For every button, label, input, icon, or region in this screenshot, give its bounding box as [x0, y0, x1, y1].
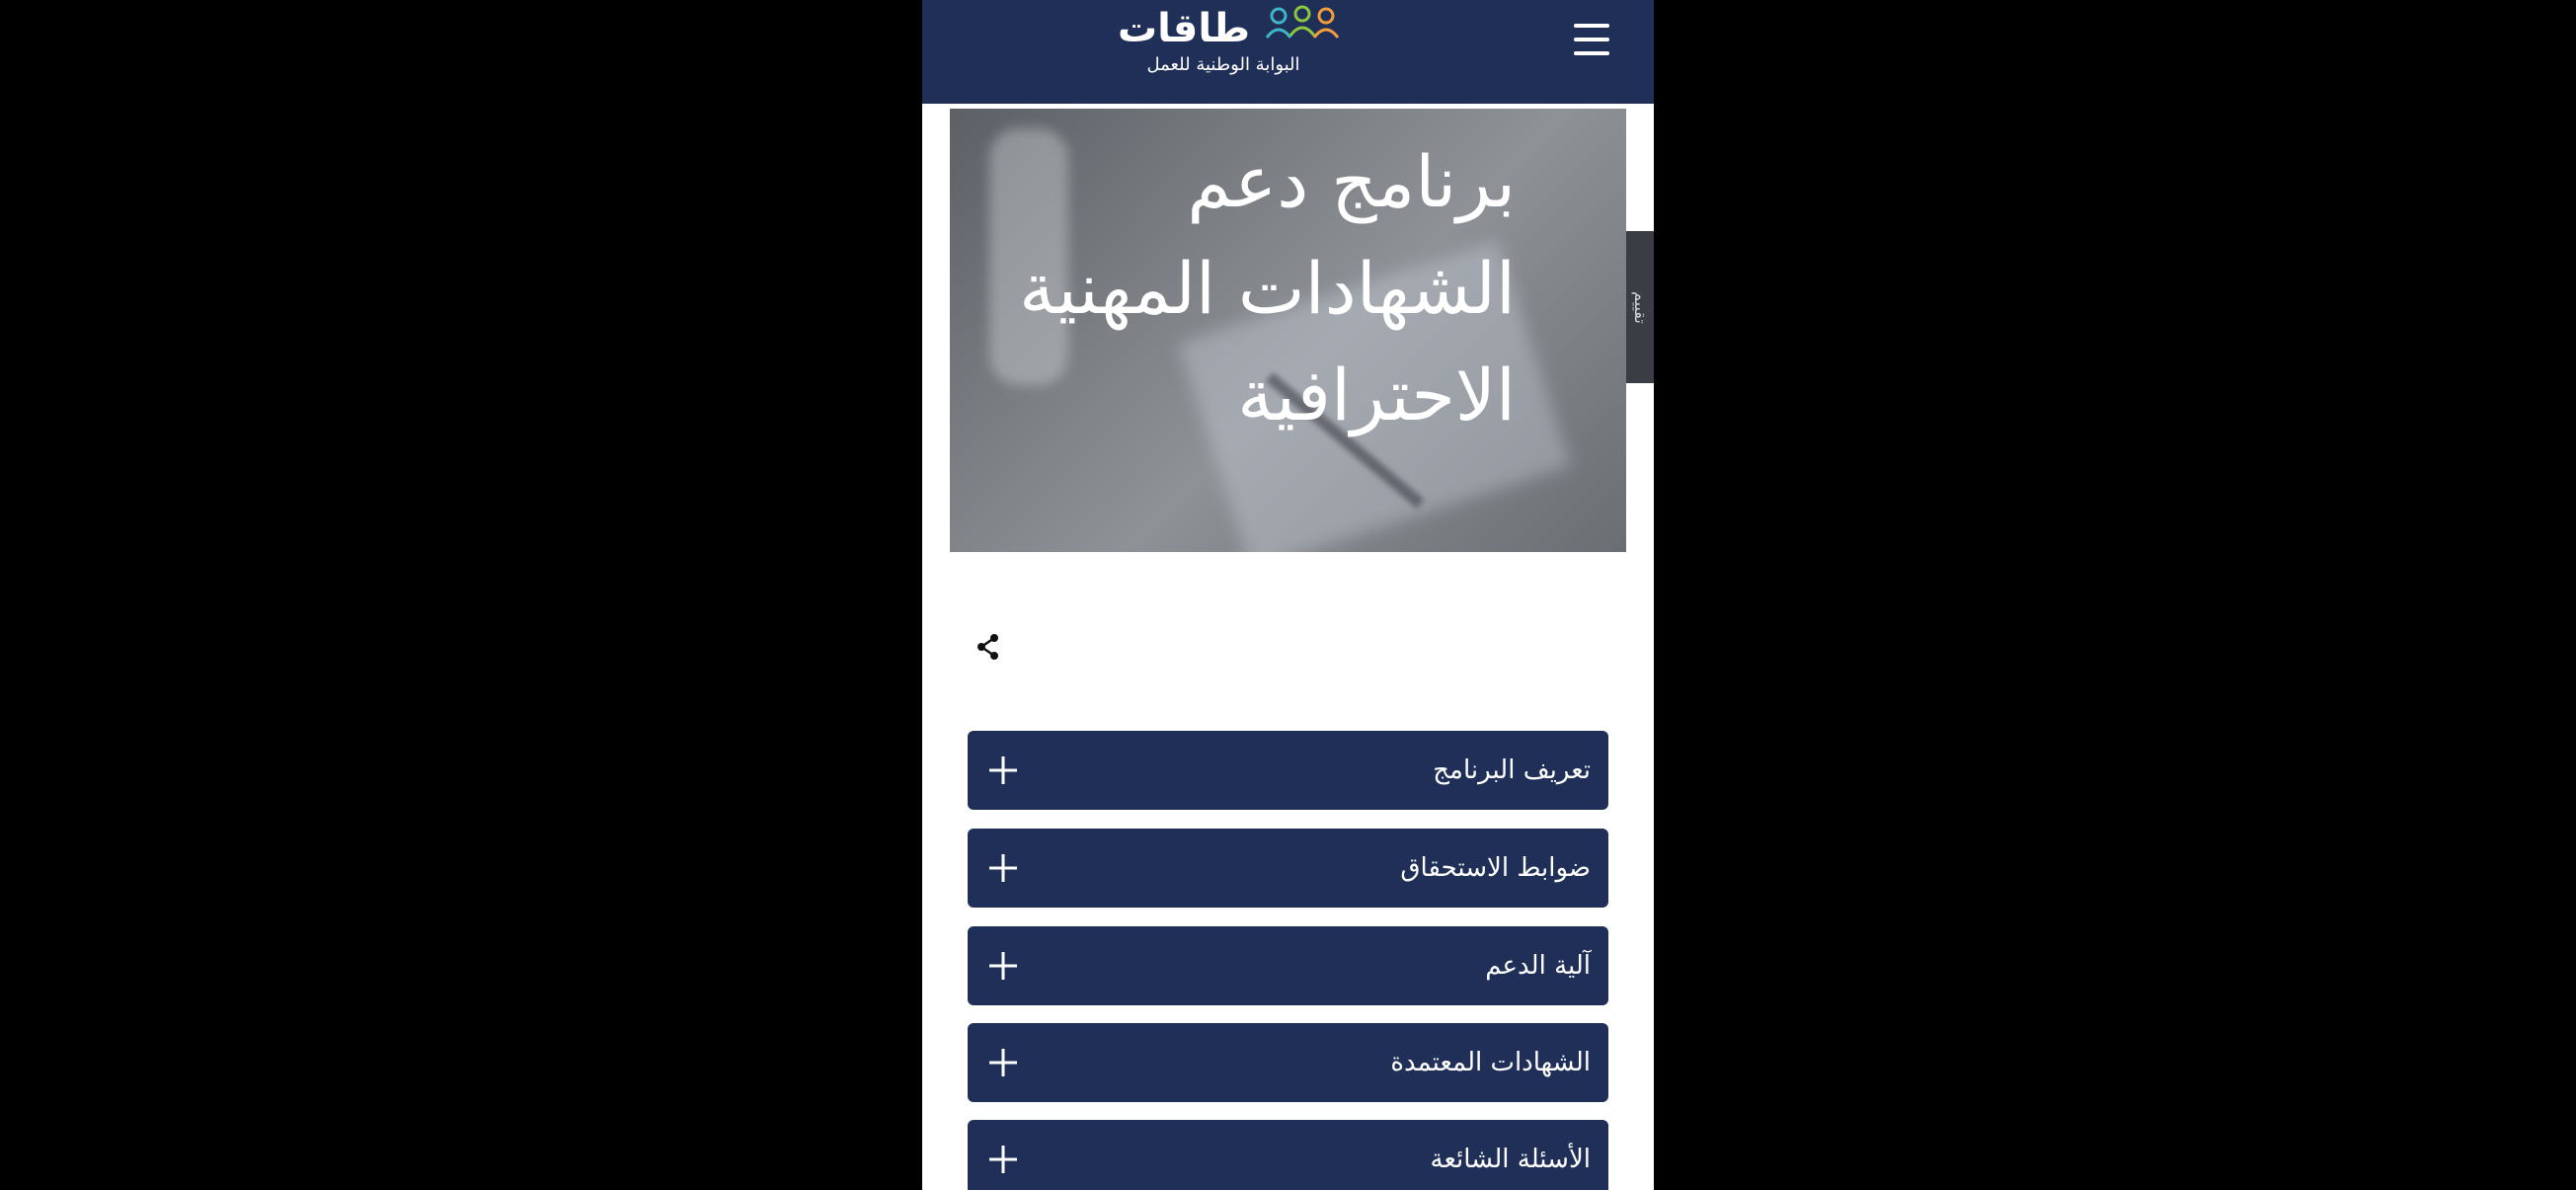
logo-subtitle: البوابة الوطنية للعمل — [1146, 54, 1300, 75]
page-title: برنامج دعم الشهادات المهنية الاحترافية — [1019, 140, 1516, 436]
feedback-side-tab-label: تقييم — [1631, 290, 1650, 324]
top-header-bar — [922, 0, 1654, 104]
accordion-label: آلية الدعم — [1485, 951, 1591, 981]
accordion-faq[interactable] — [968, 1120, 1608, 1190]
accordion-label: الشهادات المعتمدة — [1390, 1048, 1591, 1077]
plus-icon — [985, 948, 1021, 984]
plus-icon — [985, 850, 1021, 886]
accordion-label: تعريف البرنامج — [1433, 755, 1591, 785]
accordion-support-mechanism[interactable] — [968, 926, 1608, 1005]
feedback-side-tab[interactable] — [1626, 231, 1654, 383]
hamburger-menu-button[interactable] — [1570, 20, 1613, 59]
accordion-program-definition[interactable] — [968, 731, 1608, 810]
accordion-label: ضوابط الاستحقاق — [1400, 853, 1591, 883]
accordion-label: الأسئلة الشائعة — [1430, 1145, 1591, 1174]
plus-icon — [985, 1142, 1021, 1177]
plus-icon — [985, 1045, 1021, 1080]
share-icon — [972, 630, 1005, 664]
accordion-approved-certificates[interactable] — [968, 1023, 1608, 1102]
taqat-logo[interactable] — [1105, 4, 1342, 81]
share-button[interactable] — [972, 630, 1005, 664]
logo-wordmark: طاقات — [1117, 6, 1251, 51]
mobile-viewport — [922, 0, 1654, 1190]
hamburger-menu-icon — [1574, 24, 1609, 28]
accordion-eligibility-criteria[interactable] — [968, 829, 1608, 908]
plus-icon — [985, 753, 1021, 788]
hero-banner — [950, 109, 1626, 552]
logo-people-icon — [1263, 4, 1342, 49]
